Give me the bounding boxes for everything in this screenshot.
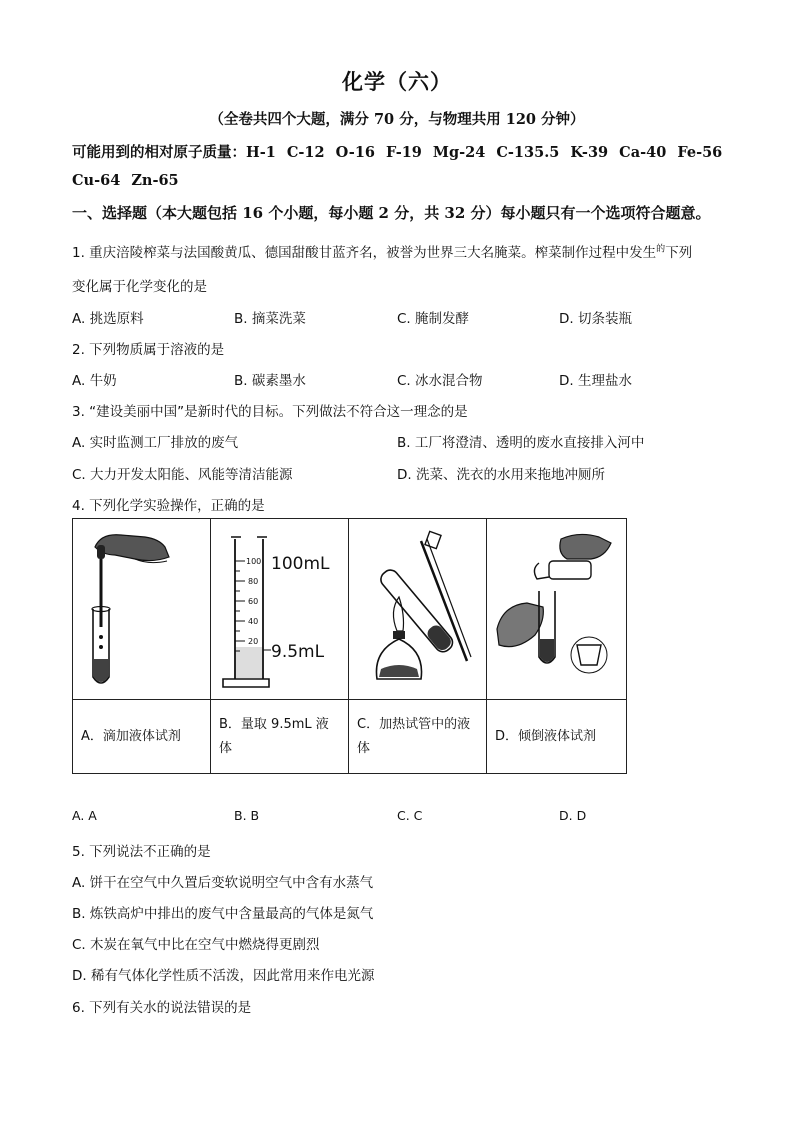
question-6-stem: 6. 下列有关水的说法错误的是	[72, 1000, 252, 1016]
question-1-stem-text: 1. 重庆涪陵榨菜与法国酸黄瓜、德国甜酸甘蓝齐名，被誉为世界三大名腌菜。榨菜制作过程中发生	[72, 245, 657, 261]
caption-d: D．倾倒液体试剂	[487, 700, 627, 774]
exam-subtitle: （全卷共四个大题，满分 70 分，与物理共用 120 分钟）	[209, 111, 585, 128]
question-5-option-d[interactable]: D. 稀有气体化学性质不活泼，因此常用来作电光源	[72, 968, 375, 984]
dropper-illustration	[73, 519, 210, 695]
question-2-option-c[interactable]: C. 冰水混合物	[397, 373, 483, 389]
question-5-stem: 5. 下列说法不正确的是	[72, 844, 211, 860]
question-2-option-d[interactable]: D. 生理盐水	[559, 373, 632, 389]
question-2-stem: 2. 下列物质属于溶液的是	[72, 342, 225, 358]
question-4-option-b[interactable]: B. B	[234, 808, 260, 823]
question-4-option-a[interactable]: A. A	[72, 808, 97, 823]
question-2-option-b[interactable]: B. 碳素墨水	[234, 373, 306, 389]
cylinder-capacity-label: 100mL	[271, 554, 330, 574]
question-1-option-a[interactable]: A. 挑选原料	[72, 311, 144, 327]
figure-dropper-cell	[73, 519, 211, 700]
figure-pouring-cell	[487, 519, 627, 700]
question-1-option-b[interactable]: B. 摘菜洗菜	[234, 311, 306, 327]
section-heading: 一、选择题（本大题包括 16 个小题，每小题 2 分，共 32 分）每小题只有一个选项符合题意。	[72, 204, 711, 222]
experiment-table	[72, 518, 627, 774]
question-3-stem: 3. “建设美丽中国”是新时代的目标。下列做法不符合这一理念的是	[72, 404, 468, 420]
figure-cylinder-cell	[211, 519, 349, 700]
question-1-option-d[interactable]: D. 切条装瓶	[559, 311, 632, 327]
question-4-stem: 4. 下列化学实验操作，正确的是	[72, 498, 265, 514]
question-1-stem-mark: 的	[656, 244, 666, 255]
figure-heating-cell	[349, 519, 487, 700]
cylinder-tick-20: 20	[248, 637, 259, 646]
question-1-option-c[interactable]: C. 腌制发酵	[397, 311, 470, 327]
question-3-option-d[interactable]: D. 洗菜、洗衣的水用来拖地冲厕所	[397, 467, 605, 483]
pouring-illustration	[487, 519, 626, 695]
cylinder-reading-label: 9.5mL	[271, 642, 325, 662]
caption-a: A．滴加液体试剂	[73, 700, 211, 774]
cylinder-tick-100: 100	[246, 557, 262, 566]
measuring-cylinder-illustration	[211, 519, 348, 695]
question-2-option-a[interactable]: A. 牛奶	[72, 373, 117, 389]
cylinder-tick-40: 40	[248, 617, 259, 626]
question-4-option-d[interactable]: D. D	[559, 808, 587, 823]
cylinder-tick-60: 60	[248, 597, 259, 606]
question-5-option-a[interactable]: A. 饼干在空气中久置后变软说明空气中含有水蒸气	[72, 875, 374, 891]
question-3-option-c[interactable]: C. 大力开发太阳能、风能等清洁能源	[72, 467, 293, 483]
atomic-masses-line-2: Cu-64 Zn-65	[72, 172, 179, 189]
question-1-stem-line-2: 变化属于化学变化的是	[72, 279, 207, 295]
question-1-stem-tail: 下列	[665, 245, 693, 261]
caption-b: B．量取 9.5mL 液体	[211, 700, 349, 774]
question-4-option-c[interactable]: C. C	[397, 808, 423, 823]
heating-illustration	[349, 519, 486, 695]
question-3-option-a[interactable]: A. 实时监测工厂排放的废气	[72, 435, 239, 451]
atomic-masses-line-1: 可能用到的相对原子质量：H-1 C-12 O-16 F-19 Mg-24 C-135.5 K-39 Ca-40 Fe-56	[72, 144, 723, 161]
question-5-option-b[interactable]: B. 炼铁高炉中排出的废气中含量最高的气体是氮气	[72, 906, 374, 922]
question-3-option-b[interactable]: B. 工厂将澄清、透明的废水直接排入河中	[397, 435, 645, 451]
cylinder-tick-80: 80	[248, 577, 259, 586]
page-title: 化学（六）	[342, 69, 452, 94]
question-5-option-c[interactable]: C. 木炭在氧气中比在空气中燃烧得更剧烈	[72, 937, 320, 953]
question-1-stem	[72, 241, 692, 261]
caption-c: C．加热试管中的液体	[349, 700, 487, 774]
